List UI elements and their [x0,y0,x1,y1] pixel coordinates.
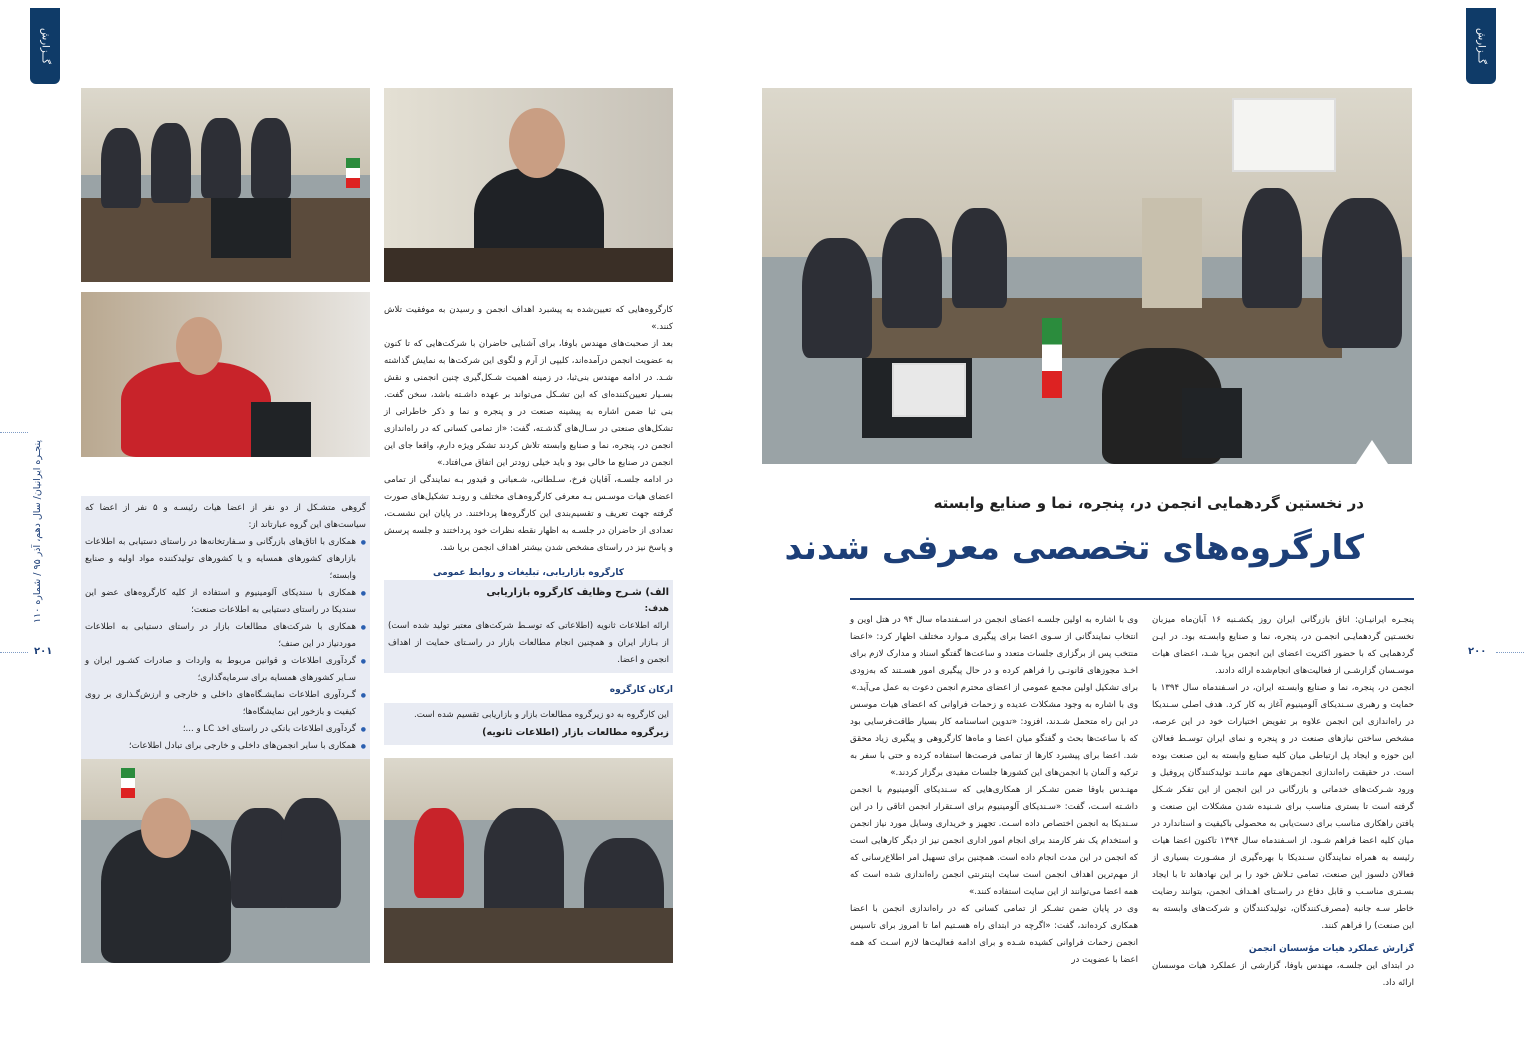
section-subheading: کارگروه بازاریابی، تبلیغات و روابط عمومی [433,568,624,578]
list-item: ● گـردآوری اطلاعات نمایشـگاه‌های داخلی و خارجی و ارزش‌گـذاری بر روی کیفیت و بازخور این نمایشگاه‌ها؛ [85,687,366,721]
meeting-photo-main [762,88,1412,464]
paragraph: کارگروه‌هایی که تعیین‌شده به پیشبرد اهداف انجمن و رسیدن به موفقیت تلاش کنند.» [384,305,673,332]
section-tab-label: گــزارش [1475,28,1487,64]
section-subheading: گزارش عملکرد هیات مؤسسان انجمن [1248,944,1414,954]
member-photo [81,292,370,457]
box-heading: الف) شـرح وظایف کارگروه بازاریابی [486,587,669,598]
title-rule [850,598,1414,600]
list-item: ● همکاری با شرکت‌های مطالعات بازار در راستای دستیابی به اطلاعات موردنیاز در این صنف؛ [85,619,366,653]
meeting-photo-bottom-right [384,758,673,963]
paragraph: در ابتدای این جلسـه، مهندس باوفا، گزارشی از عملکرد هیات موسسان ارائه داد. [1152,961,1414,988]
section-tab-left [30,8,60,84]
paragraph: بعد از صحبت‌های مهندس باوفا، برای آشنایی حاضران با شرکت‌هایی که تا کنون به عضویت انجمن درآمده‌اند، کلیپی از آرم و لگوی این شرکت‌ها به نمایش گذاشته شـد. در ادامه مهندس بنی‌ثبا، در زمینه اهمیت شـکل‌گیری چنین انجمنی و نقش بسـیار تعیین‌کننده‌ای که این تشـکل می‌تواند بر عهده داشـته باشد، سخن گفت. بنی ثبا ضمن اشاره به پیشینه صنعت در و پنجره و نما و ذکر خاطراتی از تشکل‌های صنعتی در سـال‌های گذشـته، گفت: «از تمامی کسانی که در راه‌اندازی انجمن در، پنجره، نما و صنایع وابسته تلاش کردند تشکر ویژه دارم، واقعا جای این انجمن در صنایع ما خالی بود و باید خیلی زودتر این اتفاق می‌افتاد.» [384,339,673,468]
right-column-2 [850,612,1138,969]
decor-arrow [1356,440,1388,464]
section-tab-right [1466,8,1496,84]
list-item: ● همکاری با سایر انجمن‌های داخلی و خارجی برای تبادل اطلاعات؛ [85,738,366,755]
meeting-photo-bottom-left [81,758,370,963]
paragraph: در ادامه جلسـه، آقایان فرخ، سـلطانی، شـعبانی و قیدور بـه نمایندگی از تمامی اعضای هیات موسـس بـه معرفی کارگروه‌هـای مختلف و رونـد تشکیل‌های صورت گرفته جهت تعریف و تقسیم‌بندی این کارگروه‌ها پرداختند. در پایان این نشسـت، تعدادی از حاضران در جلسـه به اظهار نقطه نظرات خود پرداختند و جلسه پرسش و پاسخ نیز در راستای مشخص شدن بیشتر اهداف انجمن برپا شد. [384,475,673,553]
box-text: ارائه اطلاعات ثانویه (اطلاعاتی که توسـط شرکت‌های معتبر تولید شده است) از بـازار ایران و همچنین انجام مطالعات بازار در راسـتای حمایت از اهداف انجمن و اعضا. [388,621,669,665]
paragraph: انجمن در، پنجره، نما و صنایع وابسـته ایران، در اسـفندماه سال ۱۳۹۴ با حمایت و رهبری سـندیکای آلومینیوم آغاز به کار کرد. هدف اصلی سـندیکا در راه‌اندازی این انجمن علاوه بر تفویض اختیارات خود در این عرصه، مشخص ساختن نیازهای صنعت در و پنجره و نمای ایران توسـط فعالان این حوزه و ایجاد پل ارتباطی میان کلیه صنایع وابسته به این صنعت بوده است. در حقیقت راه‌اندازی انجمن‌های مهم ماننـد تولیدکنندگان پروفیل و ورود شـرکت‌های خدماتی و بازرگانی در این انجمن از این تفکر شـکل گرفته است تا بستری مناسب برای شـنیده شدن مشکلات این صنعت و یافتن راهکاری مناسب برای دست‌یابی به محصولی باکیفیت و استاندارد در میان کلیه اعضا فراهم شـود. از اسـفندماه سال ۱۳۹۴ تاکنون اعضا هیات رئیسه به همراه نمایندگان سـندیکا با بهره‌گیری از مشـورت بسیاری از فعالان دلسوز این صنعت، تمامی تـلاش خود را بر این نهادهاند تا با ایجاد بسـتری مناسـب و قابل دفاع در راسـتای اهـداف انجمن، بتوانند رضایت خاطر سـه جانبه (مصرف‌کنندگان، تولیدکنندگان و شرکت‌های وابسته به این صنعت) را فراهم کنند. [1152,683,1414,931]
list-item: ● گردآوری اطلاعات بانکی در راستای اخذ LC و ...؛ [85,721,366,738]
paragraph: وی با اشاره به اولین جلسـه اعضای انجمن در اسـفندماه سال ۹۴ در هتل اوین و انتخاب نمایندگانی از سـوی اعضا برای پیگیری مـوارد مختلف اظهار کرد: «اعضا منتخب پس از برگزاری جلسات متعدد و ساعت‌ها گفتگو اسناد و مدارک لازم برای اخـذ مجوزهای قانونـی را فراهم کرده و در حال پیگیری امور هسـتند که به‌زودی برای تشکیل اولین مجمع عمومی از اعضای محترم انجمن دعوت به عمل می‌آید.» [850,615,1138,693]
paragraph: مهنـدس باوفا ضمن تشـکر از همکاری‌هایی که سـندیکای آلومینیوم با انجمن داشـته اسـت، گفت: «سـندیکای آلومینیوم برای اسـتقرار انجمن اتاقی را در این سـندیکا به انجمن اختصاص داده اسـت. تجهیز و خریداری وسایل مورد نیاز انجمن و استخدام یک نفر کارمند برای انجام امور اداری انجمن نیز از دیگر کارهایی است که انجمن در این مدت انجام داده است. همچنین برای تسهیل امر اطلاع‌رسانی که از مهم‌ترین اهداف انجمن است سایت اینترنتی انجمن راه‌اندازی شده است که همه اعضا می‌توانند از این سایت استفاده کنند.» [850,785,1138,897]
info-box-duties [384,580,673,673]
page-number-right: ۲۰۰ [1468,646,1487,657]
list-item: ● همکاری با اتاق‌های بازرگانی و سـفارتخانه‌ها در راستای دستیابی به اطلاعات بازارهای کشورهای همسایه و یا کشورهای تولیدکننده مواد اولیه و صنایع وابسته؛ [85,534,366,585]
divider [1496,652,1524,653]
left-column-a [384,302,673,588]
running-header: پنجـره ایرانیان/ سال دهم، آذر ۹۵ / شماره ۱۱۰ [32,440,43,624]
section-subheading: ارکان کارگروه [609,685,673,695]
speaker-photo [384,88,673,282]
divider [0,432,28,433]
list-item: ● همکاری با سندیکای آلومینیوم و استفاده از کلیه کارگروه‌های عضو این سندیکا در راستای دستیابی به اطلاعات صنعت؛ [85,585,366,619]
info-box-policies [81,496,370,759]
box-text: این کارگروه به دو زیرگروه مطالعات بازار و بازاریابی تقسیم شده است. [413,710,669,720]
paragraph: پنجـره ایرانیـان: اتاق بازرگانی ایران روز یکشـنبه ۱۶ آبان‌ماه میزبان نخسـتین گردهمایـی انجمـن در، پنجره، نما و صنایع وابسـته بود. در ایـن گردهمایی که با حضور اکثریت اعضای این انجمن برپا شـد، اعضای هیات موسـسان گزارشـی از فعالیت‌های انجام‌شده ارائه دادند. [1152,615,1415,676]
box-intro: گروهی متشـکل از دو نفر از اعضا هیات رئیسـه و ۵ نفر از اعضا که سیاست‌های این گروه عبارتاند از: [85,503,366,530]
right-column-1 [1152,612,1414,992]
article-kicker: در نخستین گردهمایی انجمن در، پنجره، نما و صنایع وابسته [933,494,1364,512]
section-tab-label: گــزارش [39,28,51,64]
paragraph: وی در پایان ضمن تشـکر از تمامی کسانی که در راه‌اندازی انجمن با اعضا همکاری کرده‌اند، گفت: «اگرچه در ابتدای راه هسـتیم اما تا امروز برای تاسیس انجمن زحمات فراوانی کشیده شـده و برای ادامه فعالیت‌ها لازم اسـت که همه اعضا با عضویت در [850,904,1138,965]
page-number-left: ۲۰۱ [34,646,53,657]
meeting-photo-top-left [81,88,370,282]
article-title: کارگروه‌های تخصصی معرفی شدند [784,528,1364,568]
box-goal-label: هدف: [644,604,669,614]
box-bold-text: زیرگروه مطالعات بازار (اطلاعات ثانویه) [482,727,669,738]
list-item: ● گردآوری اطلاعات و قوانین مربوط به واردات و صادرات کشـور ایران و سـایر کشورهای همسایه برای سرمایه‌گذاری؛ [85,653,366,687]
paragraph: وی با اشاره به وجود مشکلات عدیده و زحمات فراوانی که اعضای هیات موسس در این راه متحمل شـدند، افزود: «تدوین اساسنامه کار بسیار طاقت‌فرسایی بود که با ساعت‌ها بحث و گفتگو میان اعضا و ماه‌ها کارگروهی و پیگیری زیاد محقق شد. اعضا برای پیشبرد کارها از تمامی فرصت‌ها استفاده کرده و حتی با سفر به ترکیه و آلمان با انجمن‌های این کشورها جلسات مفیدی برگزار کردند.» [850,700,1138,778]
info-box-components [384,703,673,745]
divider [0,652,28,653]
components-section [384,682,673,745]
